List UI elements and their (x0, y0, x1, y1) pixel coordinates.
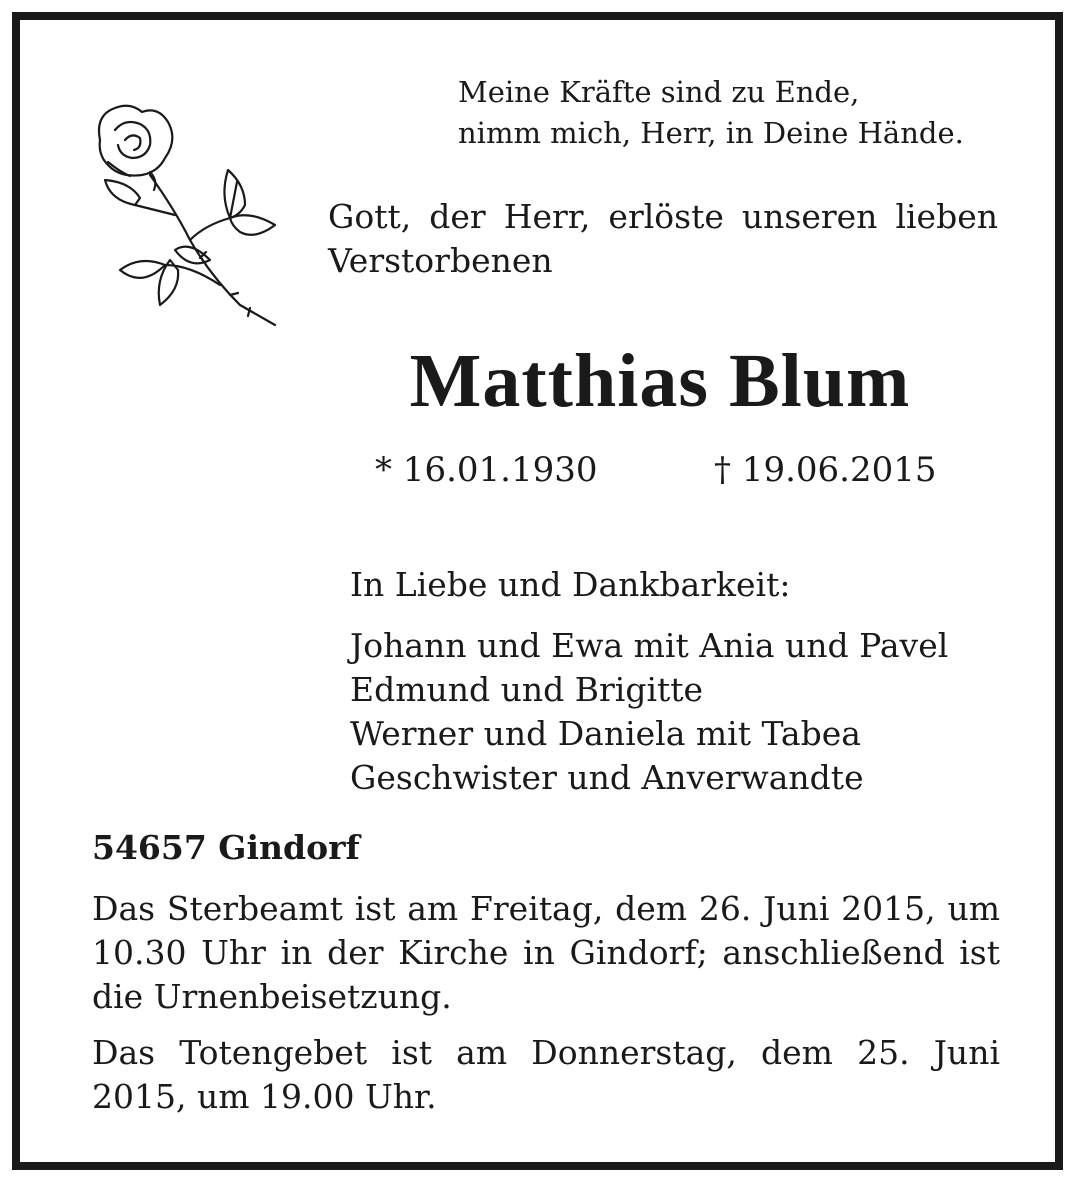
verse-line-2: nimm mich, Herr, in Deine Hände. (458, 116, 964, 150)
deceased-name: Matthias Blum (409, 339, 911, 423)
family-member: Werner und Daniela mit Tabea (350, 714, 861, 753)
obituary-frame (12, 12, 1063, 1170)
death-date: † 19.06.2015 (714, 450, 937, 490)
prayer-info: Das Totengebet ist am Donnerstag, dem 25. Juni 2015, um 19.00 Uhr. (92, 1033, 1000, 1116)
birth-date: * 16.01.1930 (375, 450, 598, 490)
rose-icon (80, 100, 285, 330)
family-member: Geschwister und Anverwandte (350, 758, 864, 797)
funeral-mass-info: Das Sterbeamt ist am Freitag, dem 26. Juni 2015, um 10.30 Uhr in der Kirche in Gindorf; anschließend ist die Urnenbeisetzung. (92, 889, 1000, 1016)
family-member: Johann und Ewa mit Ania und Pavel (350, 626, 949, 665)
place: 54657 Gindorf (92, 828, 360, 867)
intro-text: Gott, der Herr, erlöste unseren lieben Verstorbenen (328, 197, 998, 280)
verse (458, 72, 964, 154)
family-list (350, 624, 948, 800)
thanks-heading: In Liebe und Dankbarkeit: (350, 565, 791, 604)
family-member: Edmund und Brigitte (350, 670, 704, 709)
verse-line-1: Meine Kräfte sind zu Ende, (458, 75, 860, 109)
